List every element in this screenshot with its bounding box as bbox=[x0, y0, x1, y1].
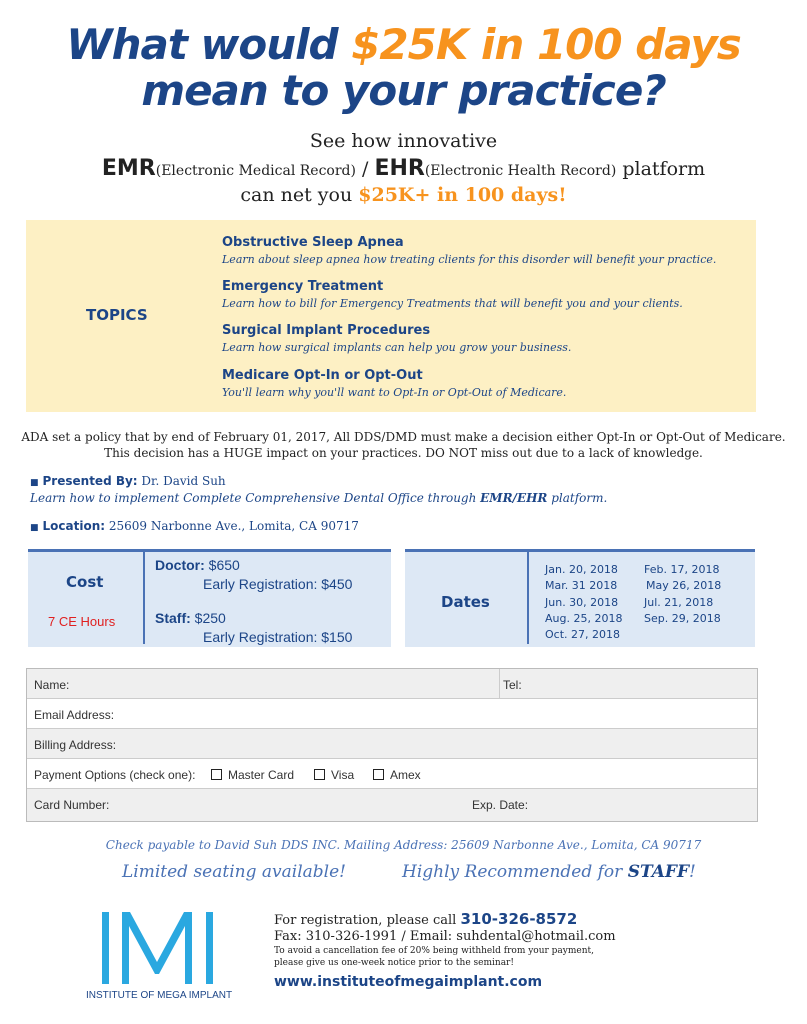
bullet-square-icon: ■ bbox=[30, 523, 39, 533]
registration-text: For registration, please call bbox=[274, 913, 461, 928]
name-field[interactable]: Name: bbox=[34, 678, 70, 692]
billing-field[interactable]: Billing Address: bbox=[34, 738, 117, 752]
presenter-line bbox=[30, 474, 226, 488]
slash: / bbox=[355, 158, 375, 180]
headline-amount: $25K in 100 days bbox=[351, 20, 741, 69]
ada-notice-line-1: ADA set a policy that by end of February 01, 2017, All DDS/DMD must make a decision either Opt-In or Opt-Out of Medicare. bbox=[21, 430, 786, 444]
platform-text: platform bbox=[616, 158, 706, 180]
check-payable: Check payable to David Suh DDS INC. Mailing Address: 25609 Narbonne Ave., Lomita, CA 90717 bbox=[105, 838, 702, 852]
highly-text: Highly Recommended for bbox=[402, 862, 628, 882]
ehr-label: EHR bbox=[374, 156, 425, 181]
visa-label: Visa bbox=[331, 768, 355, 782]
staff-emphasis: STAFF bbox=[627, 862, 690, 882]
logo-caption: INSTITUTE OF MEGA IMPLANT bbox=[86, 990, 233, 1001]
checkbox-icon[interactable] bbox=[314, 769, 325, 780]
topic-desc: Learn about sleep apnea how treating clients for this disorder will benefit your practice. bbox=[222, 253, 717, 266]
form-row-email bbox=[27, 699, 757, 729]
topics-label: TOPICS bbox=[86, 306, 148, 324]
staff-price bbox=[155, 610, 226, 626]
emr-full: (Electronic Medical Record) bbox=[155, 163, 356, 179]
exp-date-field[interactable]: Exp. Date: bbox=[472, 798, 529, 812]
presenter-desc-a: Learn how to implement Complete Comprehensive Dental Office through bbox=[30, 491, 481, 505]
form-divider bbox=[499, 669, 500, 699]
date-item: Jan. 20, 2018 bbox=[545, 563, 618, 576]
headline-line-1 bbox=[0, 22, 807, 68]
net-text: can net you bbox=[240, 184, 359, 206]
card-number-field[interactable]: Card Number: bbox=[34, 798, 110, 812]
registration-phone[interactable]: 310-326-8572 bbox=[460, 910, 578, 928]
mastercard-label: Master Card bbox=[228, 768, 295, 782]
form-row-name bbox=[27, 669, 757, 699]
presenter-desc-emr: EMR/EHR bbox=[480, 491, 548, 505]
tel-field[interactable]: Tel: bbox=[503, 678, 522, 692]
cost-divider bbox=[143, 552, 145, 644]
email-field[interactable]: Email Address: bbox=[34, 708, 115, 722]
fax-email: Fax: 310-326-1991 / Email: suhdental@hotmail.com bbox=[274, 929, 616, 944]
visa-option[interactable] bbox=[314, 768, 354, 782]
staff-amount: $250 bbox=[190, 610, 226, 626]
subhead-line-1: See how innovative bbox=[309, 130, 498, 152]
location-label: Location: bbox=[42, 519, 106, 533]
date-item: Aug. 25, 2018 bbox=[545, 612, 623, 625]
form-row-payment bbox=[27, 759, 757, 789]
doctor-early: Early Registration: $450 bbox=[203, 576, 353, 592]
subhead-line-2 bbox=[0, 156, 807, 181]
cancellation-note-2: please give us one-week notice prior to the seminar! bbox=[274, 958, 514, 968]
subhead-line-3 bbox=[0, 184, 807, 206]
presenter-desc-c: platform. bbox=[547, 491, 608, 505]
amex-option[interactable] bbox=[373, 768, 421, 782]
topic-title: Obstructive Sleep Apnea bbox=[222, 235, 404, 250]
checkbox-icon[interactable] bbox=[373, 769, 384, 780]
dates-divider bbox=[527, 552, 529, 644]
ada-notice-line-2: This decision has a HUGE impact on your practices. DO NOT miss out due to a lack of knowledge. bbox=[104, 446, 703, 460]
ce-hours: 7 CE Hours bbox=[48, 614, 116, 629]
date-item: Oct. 27, 2018 bbox=[545, 628, 620, 641]
date-item: May 26, 2018 bbox=[646, 579, 722, 592]
date-item: Sep. 29, 2018 bbox=[644, 612, 721, 625]
location-value: 25609 Narbonne Ave., Lomita, CA 90717 bbox=[105, 519, 359, 533]
amex-label: Amex bbox=[390, 768, 421, 782]
staff-early: Early Registration: $150 bbox=[203, 629, 353, 645]
presenter-label: Presented By: bbox=[42, 474, 138, 488]
payment-label: Payment Options (check one): bbox=[34, 768, 196, 782]
mastercard-option[interactable] bbox=[211, 768, 294, 782]
cost-label: Cost bbox=[66, 573, 104, 591]
topic-desc: You'll learn why you'll want to Opt-In or Opt-Out of Medicare. bbox=[222, 386, 567, 399]
ehr-full: (Electronic Health Record) bbox=[424, 163, 617, 179]
staff-label: Staff: bbox=[155, 610, 191, 626]
headline-text-a: What would bbox=[66, 20, 352, 69]
registration-form bbox=[26, 668, 758, 822]
topic-title: Medicare Opt-In or Opt-Out bbox=[222, 368, 423, 383]
dates-label: Dates bbox=[441, 593, 490, 611]
imi-logo bbox=[100, 908, 220, 988]
date-item: Feb. 17, 2018 bbox=[644, 563, 720, 576]
doctor-price bbox=[155, 557, 240, 573]
date-item: Jul. 21, 2018 bbox=[644, 596, 714, 609]
website-link[interactable]: www.instituteofmegaimplant.com bbox=[274, 974, 543, 990]
doctor-label: Doctor: bbox=[155, 557, 205, 573]
registration-phone-line bbox=[274, 910, 577, 928]
topic-desc: Learn how surgical implants can help you grow your business. bbox=[222, 341, 572, 354]
presenter-name: Dr. David Suh bbox=[137, 474, 226, 488]
topic-title: Surgical Implant Procedures bbox=[222, 323, 431, 338]
net-amount: $25K+ in 100 days! bbox=[358, 184, 567, 206]
checkbox-icon[interactable] bbox=[211, 769, 222, 780]
cancellation-note-1: To avoid a cancellation fee of 20% being withheld from your payment, bbox=[274, 946, 595, 956]
presenter-desc bbox=[30, 491, 607, 505]
form-row-card bbox=[27, 789, 757, 821]
date-item: Jun. 30, 2018 bbox=[545, 596, 619, 609]
highly-punct: ! bbox=[689, 862, 696, 882]
doctor-amount: $650 bbox=[204, 557, 240, 573]
bullet-square-icon: ■ bbox=[30, 478, 39, 488]
topic-title: Emergency Treatment bbox=[222, 279, 384, 294]
limited-seating: Limited seating available! bbox=[122, 862, 346, 882]
headline-line-2: mean to your practice? bbox=[141, 66, 666, 115]
topic-desc: Learn how to bill for Emergency Treatments that will benefit you and your clients. bbox=[222, 297, 683, 310]
date-item: Mar. 31 2018 bbox=[545, 579, 618, 592]
form-row-billing bbox=[27, 729, 757, 759]
highly-recommended bbox=[402, 862, 696, 882]
emr-label: EMR bbox=[101, 156, 156, 181]
location-line bbox=[30, 519, 359, 533]
